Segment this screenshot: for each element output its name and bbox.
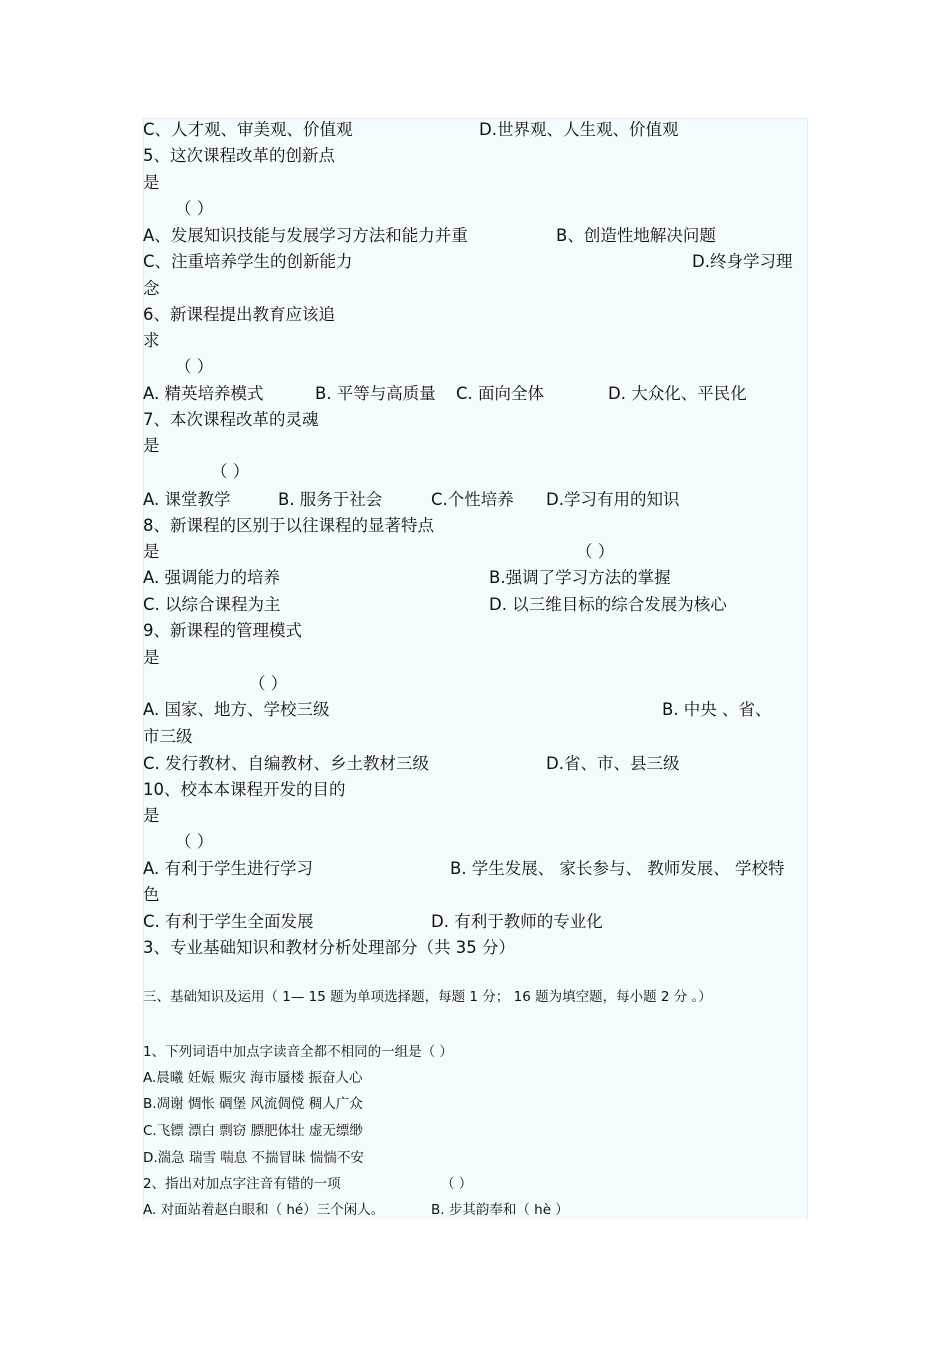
lines-3: 是	[143, 173, 160, 192]
lines-21: B. 服务于社会	[278, 490, 383, 509]
small_lines-7: （ ）	[441, 1176, 473, 1192]
lines-29: C. 以综合课程为主	[143, 595, 281, 614]
lines-35: B. 中央 、省、	[662, 700, 772, 719]
lines-37: C. 发行教材、自编教材、乡土教材三级	[143, 754, 430, 773]
lines-30: D. 以三维目标的综合发展为核心	[489, 595, 727, 614]
lines-18: 是	[143, 436, 160, 455]
small_lines-8: A. 对面站着赵白眼和（ hé）三个闲人。	[143, 1202, 385, 1218]
lines-12: （ ）	[175, 357, 214, 376]
lines-26: （ ）	[576, 542, 615, 561]
small_lines-0: 三、基础知识及运用（ 1— 15 题为单项选择题，每题 1 分； 16 题为填空题，每小题 2 分 。）	[143, 989, 712, 1005]
lines-8: D.终身学习理	[692, 252, 793, 271]
lines-31: 9、新课程的管理模式	[143, 621, 302, 640]
small_lines-5: D.湍急 瑞雪 喘息 不揣冒昧 惴惴不安	[143, 1150, 364, 1166]
lines-14: B. 平等与高质量	[315, 384, 436, 403]
lines-27: A. 强调能力的培养	[143, 568, 280, 587]
lines-25: 是	[143, 542, 160, 561]
lines-46: D. 有利于教师的专业化	[431, 912, 603, 931]
lines-44: 色	[143, 885, 160, 904]
lines-13: A. 精英培养模式	[143, 384, 264, 403]
small_lines-1: 1、下列词语中加点字读音全都不相同的一组是（ ）	[143, 1044, 453, 1060]
lines-33: （ ）	[249, 674, 288, 693]
lines-43: B. 学生发展、 家长参与、 教师发展、 学校特	[450, 859, 785, 878]
lines-39: 10、校本本课程开发的目的	[143, 780, 346, 799]
lines-32: 是	[143, 648, 160, 667]
lines-2: 5、这次课程改革的创新点	[143, 146, 335, 165]
small_lines-4: C.飞镖 漂白 剽窃 膘肥体壮 虚无缥缈	[143, 1123, 363, 1139]
lines-4: （ ）	[175, 199, 214, 218]
lines-15: C. 面向全体	[456, 384, 545, 403]
lines-38: D.省、市、县三级	[546, 754, 680, 773]
lines-28: B.强调了学习方法的掌握	[489, 568, 671, 587]
lines-40: 是	[143, 806, 160, 825]
lines-34: A. 国家、地方、学校三级	[143, 700, 330, 719]
lines-47: 3、专业基础知识和教材分析处理部分（共 35 分）	[143, 938, 515, 957]
lines-45: C. 有利于学生全面发展	[143, 912, 314, 931]
lines-20: A. 课堂教学	[143, 490, 231, 509]
lines-17: 7、本次课程改革的灵魂	[143, 410, 319, 429]
small_lines-9: B. 步其韵奉和（ hè ）	[431, 1202, 569, 1218]
lines-0: C、人才观、审美观、价值观	[143, 120, 353, 139]
lines-41: （ ）	[175, 832, 214, 851]
lines-42: A. 有利于学生进行学习	[143, 859, 313, 878]
lines-5: A、发展知识技能与发展学习方法和能力并重	[143, 226, 468, 245]
lines-10: 6、新课程提出教育应该追	[143, 305, 335, 324]
lines-23: D.学习有用的知识	[546, 490, 680, 509]
lines-16: D. 大众化、平民化	[608, 384, 747, 403]
small_lines-6: 2、指出对加点字注音有错的一项	[143, 1176, 341, 1192]
small_lines-2: A.晨曦 妊娠 赈灾 海市蜃楼 振奋人心	[143, 1070, 363, 1086]
lines-6: B、创造性地解决问题	[556, 226, 716, 245]
lines-9: 念	[143, 279, 160, 298]
lines-11: 求	[143, 331, 160, 350]
small_lines-3: B.凋谢 惆怅 碉堡 风流倜傥 稠人广众	[143, 1096, 363, 1112]
lines-1: D.世界观、人生观、价值观	[479, 120, 679, 139]
lines-24: 8、新课程的区别于以往课程的显著特点	[143, 516, 434, 535]
lines-36: 市三级	[143, 727, 193, 746]
lines-19: （ ）	[211, 462, 250, 481]
lines-22: C.个性培养	[431, 490, 514, 509]
lines-7: C、注重培养学生的创新能力	[143, 252, 353, 271]
